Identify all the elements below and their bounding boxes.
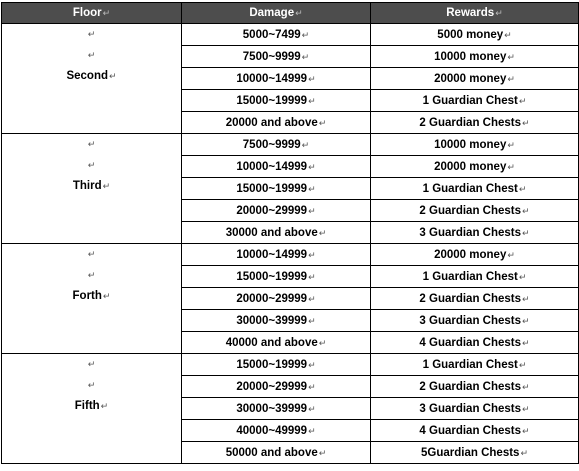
paragraph-mark-icon: ↵: [102, 291, 111, 301]
damage-range: 30000~39999: [236, 402, 308, 415]
table-body: [2, 24, 579, 464]
reward-cell: [371, 156, 579, 178]
reward-cell: [371, 90, 579, 112]
damage-range: 30000 and above: [225, 226, 318, 239]
paragraph-mark-icon: ↵: [308, 249, 316, 260]
reward-text: 1 Guardian Chest: [422, 182, 518, 195]
floor-name-line: [2, 176, 181, 197]
reward-cell: [371, 24, 579, 46]
paragraph-mark-icon: ↵: [87, 380, 96, 390]
reward-text: 2 Guardian Chests: [419, 204, 522, 217]
floor-cell: [2, 354, 182, 464]
empty-paragraph-line: [2, 45, 181, 66]
paragraph-mark-icon: ↵: [295, 8, 303, 18]
reward-text: 3 Guardian Chests: [419, 314, 522, 327]
damage-cell: [182, 156, 371, 178]
table-row: [2, 244, 579, 266]
paragraph-mark-icon: ↵: [100, 401, 109, 411]
paragraph-mark-icon: ↵: [308, 315, 316, 326]
reward-cell: [371, 178, 579, 200]
paragraph-mark-icon: ↵: [301, 139, 310, 150]
paragraph-mark-icon: ↵: [522, 315, 530, 326]
floor-name: Third: [72, 180, 102, 192]
paragraph-mark-icon: ↵: [504, 29, 512, 40]
paragraph-mark-icon: ↵: [308, 293, 316, 304]
paragraph-mark-icon: ↵: [318, 447, 327, 458]
table-row: [2, 134, 579, 156]
reward-cell: [371, 442, 579, 464]
spacer-line: [2, 438, 181, 459]
rewards-header-label: Rewards: [446, 7, 495, 19]
table-header: [2, 3, 579, 24]
paragraph-mark-icon: ↵: [308, 381, 316, 392]
damage-cell: [182, 90, 371, 112]
paragraph-mark-icon: ↵: [308, 271, 316, 282]
damage-cell: [182, 266, 371, 288]
table-row: [2, 24, 579, 46]
paragraph-mark-icon: ↵: [507, 139, 515, 150]
damage-cell: [182, 398, 371, 420]
paragraph-mark-icon: ↵: [507, 73, 515, 84]
damage-range: 50000 and above: [225, 446, 318, 459]
reward-text: 1 Guardian Chest: [422, 358, 518, 371]
paragraph-mark-icon: ↵: [102, 8, 111, 18]
paragraph-mark-icon: ↵: [522, 381, 530, 392]
paragraph-mark-icon: ↵: [87, 359, 96, 369]
paragraph-mark-icon: ↵: [522, 403, 530, 414]
paragraph-mark-icon: ↵: [301, 51, 310, 62]
damage-range: 20000~29999: [236, 380, 308, 393]
paragraph-mark-icon: ↵: [308, 161, 316, 172]
damage-cell: [182, 222, 371, 244]
reward-cell: [371, 376, 579, 398]
reward-cell: [371, 332, 579, 354]
reward-text: 4 Guardian Chests: [419, 424, 522, 437]
reward-text: 1 Guardian Chest: [422, 94, 518, 107]
paragraph-mark-icon: ↵: [308, 95, 316, 106]
paragraph-mark-icon: ↵: [87, 29, 96, 39]
table-row: [2, 354, 579, 376]
damage-cell: [182, 46, 371, 68]
spacer-line: [2, 328, 181, 349]
reward-text: 5Guardian Chests: [421, 446, 520, 459]
floor-name-line: [2, 286, 181, 307]
rewards-header: [371, 3, 579, 24]
paragraph-mark-icon: ↵: [507, 161, 515, 172]
reward-text: 10000 money: [434, 50, 507, 63]
damage-cell: [182, 68, 371, 90]
empty-paragraph-line: [2, 265, 181, 286]
damage-range: 20000~29999: [236, 204, 308, 217]
paragraph-mark-icon: ↵: [318, 227, 327, 238]
damage-range: 7500~9999: [242, 50, 301, 63]
paragraph-mark-icon: ↵: [518, 183, 527, 194]
damage-cell: [182, 332, 371, 354]
reward-cell: [371, 222, 579, 244]
damage-cell: [182, 420, 371, 442]
reward-text: 2 Guardian Chests: [419, 116, 522, 129]
floor-cell: [2, 24, 182, 134]
paragraph-mark-icon: ↵: [522, 337, 530, 348]
damage-cell: [182, 442, 371, 464]
reward-cell: [371, 68, 579, 90]
reward-cell: [371, 398, 579, 420]
damage-range: 10000~14999: [236, 72, 308, 85]
spacer-line: [2, 417, 181, 438]
reward-cell: [371, 46, 579, 68]
reward-text: 20000 money: [434, 72, 507, 85]
paragraph-mark-icon: ↵: [109, 71, 117, 81]
reward-cell: [371, 310, 579, 332]
damage-range: 20000~29999: [236, 292, 308, 305]
damage-range: 10000~14999: [236, 160, 308, 173]
paragraph-mark-icon: ↵: [522, 117, 530, 128]
paragraph-mark-icon: ↵: [318, 117, 327, 128]
damage-range: 15000~19999: [236, 270, 308, 283]
paragraph-mark-icon: ↵: [520, 447, 528, 458]
empty-paragraph-line: [2, 244, 181, 265]
paragraph-mark-icon: ↵: [87, 139, 96, 149]
paragraph-mark-icon: ↵: [87, 50, 96, 60]
damage-cell: [182, 376, 371, 398]
damage-cell: [182, 24, 371, 46]
empty-paragraph-line: [2, 24, 181, 45]
damage-cell: [182, 288, 371, 310]
paragraph-mark-icon: ↵: [102, 181, 111, 191]
damage-range: 20000 and above: [225, 116, 318, 129]
empty-paragraph-line: [2, 155, 181, 176]
reward-cell: [371, 354, 579, 376]
paragraph-mark-icon: ↵: [518, 271, 527, 282]
paragraph-mark-icon: ↵: [87, 249, 96, 259]
damage-range: 40000~49999: [236, 424, 308, 437]
reward-cell: [371, 288, 579, 310]
damage-cell: [182, 354, 371, 376]
floor-name: Forth: [72, 290, 102, 302]
paragraph-mark-icon: ↵: [522, 425, 530, 436]
damage-range: 7500~9999: [242, 138, 301, 151]
reward-text: 20000 money: [434, 160, 507, 173]
reward-cell: [371, 244, 579, 266]
paragraph-mark-icon: ↵: [318, 337, 327, 348]
reward-cell: [371, 112, 579, 134]
damage-cell: [182, 310, 371, 332]
damage-range: 30000~39999: [236, 314, 308, 327]
reward-text: 3 Guardian Chests: [419, 402, 522, 415]
damage-range: 40000 and above: [225, 336, 318, 349]
paragraph-mark-icon: ↵: [308, 73, 316, 84]
reward-text: 3 Guardian Chests: [419, 226, 522, 239]
damage-cell: [182, 244, 371, 266]
paragraph-mark-icon: ↵: [87, 270, 96, 280]
floor-header: [2, 3, 182, 24]
floor-name-line: [2, 396, 181, 417]
damage-cell: [182, 134, 371, 156]
damage-range: 5000~7499: [242, 28, 301, 41]
damage-rewards-table: [1, 2, 579, 464]
floor-name: Second: [66, 70, 108, 82]
reward-text: 20000 money: [434, 248, 507, 261]
paragraph-mark-icon: ↵: [507, 51, 515, 62]
reward-text: 10000 money: [434, 138, 507, 151]
damage-cell: [182, 178, 371, 200]
paragraph-mark-icon: ↵: [522, 227, 530, 238]
header-row: [2, 3, 579, 24]
paragraph-mark-icon: ↵: [518, 95, 527, 106]
paragraph-mark-icon: ↵: [308, 183, 316, 194]
damage-cell: [182, 200, 371, 222]
floor-header-label: Floor: [72, 7, 102, 19]
paragraph-mark-icon: ↵: [522, 293, 530, 304]
damage-header: [182, 3, 371, 24]
paragraph-mark-icon: ↵: [495, 8, 503, 18]
damage-cell: [182, 112, 371, 134]
paragraph-mark-icon: ↵: [308, 425, 316, 436]
empty-paragraph-line: [2, 354, 181, 375]
floor-cell: [2, 244, 182, 354]
spacer-line: [2, 197, 181, 218]
spacer-line: [2, 307, 181, 328]
reward-text: 1 Guardian Chest: [422, 270, 518, 283]
damage-header-label: Damage: [249, 7, 295, 19]
spacer-line: [2, 108, 181, 129]
paragraph-mark-icon: ↵: [308, 403, 316, 414]
paragraph-mark-icon: ↵: [308, 359, 316, 370]
reward-text: 2 Guardian Chests: [419, 380, 522, 393]
paragraph-mark-icon: ↵: [87, 160, 96, 170]
paragraph-mark-icon: ↵: [507, 249, 515, 260]
paragraph-mark-icon: ↵: [308, 205, 316, 216]
floor-name-line: [2, 66, 181, 87]
empty-paragraph-line: [2, 375, 181, 396]
reward-cell: [371, 134, 579, 156]
damage-range: 15000~19999: [236, 94, 308, 107]
floor-cell: [2, 134, 182, 244]
spacer-line: [2, 87, 181, 108]
reward-text: 2 Guardian Chests: [419, 292, 522, 305]
empty-paragraph-line: [2, 134, 181, 155]
paragraph-mark-icon: ↵: [522, 205, 530, 216]
spacer-line: [2, 218, 181, 239]
reward-cell: [371, 266, 579, 288]
reward-cell: [371, 420, 579, 442]
damage-range: 10000~14999: [236, 248, 308, 261]
paragraph-mark-icon: ↵: [518, 359, 527, 370]
floor-name: Fifth: [74, 400, 100, 412]
reward-cell: [371, 200, 579, 222]
reward-text: 5000 money: [437, 28, 504, 41]
damage-range: 15000~19999: [236, 182, 308, 195]
paragraph-mark-icon: ↵: [301, 29, 310, 40]
damage-range: 15000~19999: [236, 358, 308, 371]
reward-text: 4 Guardian Chests: [419, 336, 522, 349]
